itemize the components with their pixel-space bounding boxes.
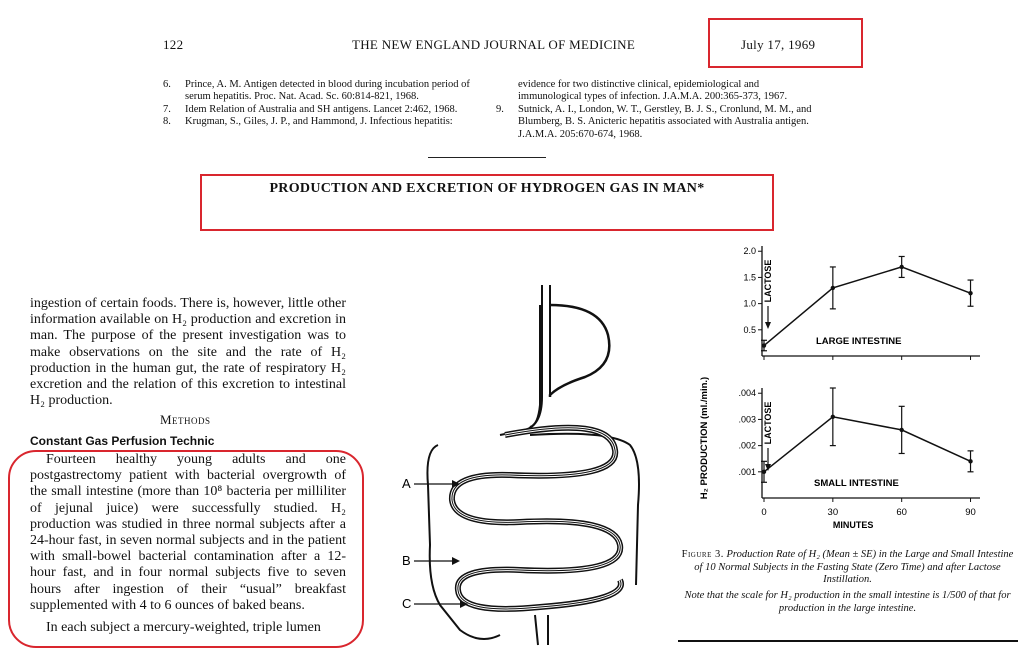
- y-tick-label: .002: [738, 440, 756, 451]
- y-tick-label: 1.5: [743, 272, 756, 283]
- lactose-annotation: LACTOSE: [763, 401, 773, 445]
- issue-date: July 17, 1969: [741, 37, 816, 52]
- intestine-diagram: [380, 285, 680, 655]
- page-number: 122: [163, 37, 184, 52]
- panel-label: SMALL INTESTINE: [814, 478, 899, 489]
- reference-item: 6. Prince, A. M. Antigen detected in blood during incubation period of serum hepatitis. Proc. Nat. Acad. Sc. 60:814-821, 1968.: [163, 79, 470, 103]
- intro-paragraph: ingestion of certain foods. There is, however, little other information available on H₂ production and excretion in man. The purpose of the present investigation was to make observations on the site and the rate of H₂ production in the human gut, the rate of respiratory H₂ excretion and the relation of this excretion to intestinal H₂ production.: [30, 296, 346, 409]
- series-line: [764, 267, 971, 346]
- data-point: [831, 286, 835, 290]
- large-intestine-panel: [743, 246, 980, 360]
- y-tick-label: 0.5: [743, 324, 756, 335]
- diagram-label-a: A: [402, 476, 411, 491]
- data-point: [831, 415, 835, 419]
- section-subheading: Constant Gas Perfusion Technic: [30, 434, 215, 448]
- article-title: PRODUCTION AND EXCRETION OF HYDROGEN GAS IN MAN*: [269, 181, 705, 196]
- data-point: [899, 428, 903, 432]
- y-tick-label: .004: [738, 388, 756, 399]
- section-rule: [428, 157, 546, 158]
- x-tick-label: 30: [827, 507, 839, 518]
- series-line: [764, 417, 971, 472]
- x-tick-label: 90: [965, 507, 976, 518]
- diagram-label-c: C: [402, 596, 412, 611]
- reference-item: evidence for two distinctive clinical, epidemiological and immunological types of infection. J.A.M.A. 200:365-373, 1967.: [518, 79, 788, 103]
- perfusion-tube: [500, 285, 542, 435]
- paragraph-highlight-oval: [8, 450, 364, 648]
- panel-label: LARGE INTESTINE: [816, 336, 902, 347]
- stomach-outline: [550, 305, 609, 397]
- data-point: [968, 291, 972, 295]
- x-tick-label: 0: [761, 507, 767, 518]
- data-point: [762, 343, 766, 347]
- references-right: [496, 79, 818, 141]
- y-tick-label: .003: [738, 414, 756, 425]
- references-left: [163, 79, 485, 129]
- production-rate-chart: [680, 238, 1020, 538]
- reference-item: 9. Sutnick, A. I., London, W. T., Gerstley, B. J. S., Cronlund, M. M., and Blumberg, B. S. Anicteric hepatitis associated with Australia antigen. J.A.M.A. 205:670-674, 1968.: [496, 103, 812, 140]
- small-intestine-panel: [738, 388, 980, 530]
- rectum-outline: [535, 615, 548, 645]
- lactose-arrowhead: [765, 322, 771, 329]
- date-highlight-box: [708, 18, 863, 68]
- figure-label: Figure 3.: [681, 549, 724, 560]
- methods-paragraph-continued: In each subject a mercury-weighted, triple lumen: [46, 620, 321, 635]
- reference-item: 8. Krugman, S., Giles, J. P., and Hammond, J. Infectious hepatitis:: [163, 116, 453, 128]
- data-point: [762, 470, 766, 474]
- reference-item: 7. Idem Relation of Australia and SH antigens. Lancet 2:462, 1968.: [163, 103, 458, 115]
- journal-name: THE NEW ENGLAND JOURNAL OF MEDICINE: [352, 37, 636, 52]
- y-tick-label: 2.0: [743, 246, 756, 257]
- lactose-annotation: LACTOSE: [763, 259, 773, 303]
- figure-bottom-rule: [678, 640, 1018, 642]
- methods-paragraph: Fourteen healthy young adults and one postgastrectomy patient with bacterial overgrowth of the small intestine (more than 10⁸ bacteria per milliliter of jejunal juice) were successfully studied. H₂ production was studied in three normal subjects after a 24-hour fast, in seven normal subjects and in the patient with small-bowel bacterial contamination after a 12-hour fast, and in four normal subjects five to seven hours after ingestion of their “usual” breakfast supplemented with 4 to 6 ounces of baked beans.: [30, 452, 346, 613]
- data-point: [899, 265, 903, 269]
- y-tick-label: 1.0: [743, 298, 756, 309]
- methods-heading: Methods: [160, 412, 211, 427]
- caption-text: Production Rate of H₂ (Mean ± SE) in the Large and Small Intestine of 10 Normal Subjects in the Fasting State (Zero Time) and after Lactose Instillation.: [694, 549, 1014, 585]
- diagram-label-b: B: [402, 553, 411, 568]
- x-tick-label: 60: [896, 507, 907, 518]
- data-point: [968, 459, 972, 463]
- x-axis-title: MINUTES: [832, 520, 874, 530]
- y-axis-title: H₂ PRODUCTION (ml./min.): [699, 376, 710, 500]
- small-intestine-loops: [452, 428, 621, 609]
- y-tick-label: .001: [738, 466, 756, 477]
- figure-caption: [680, 549, 1015, 587]
- caption-note: Note that the scale for H₂ production in the small intestine is 1/500 of that for production in the large intestine.: [684, 590, 1011, 614]
